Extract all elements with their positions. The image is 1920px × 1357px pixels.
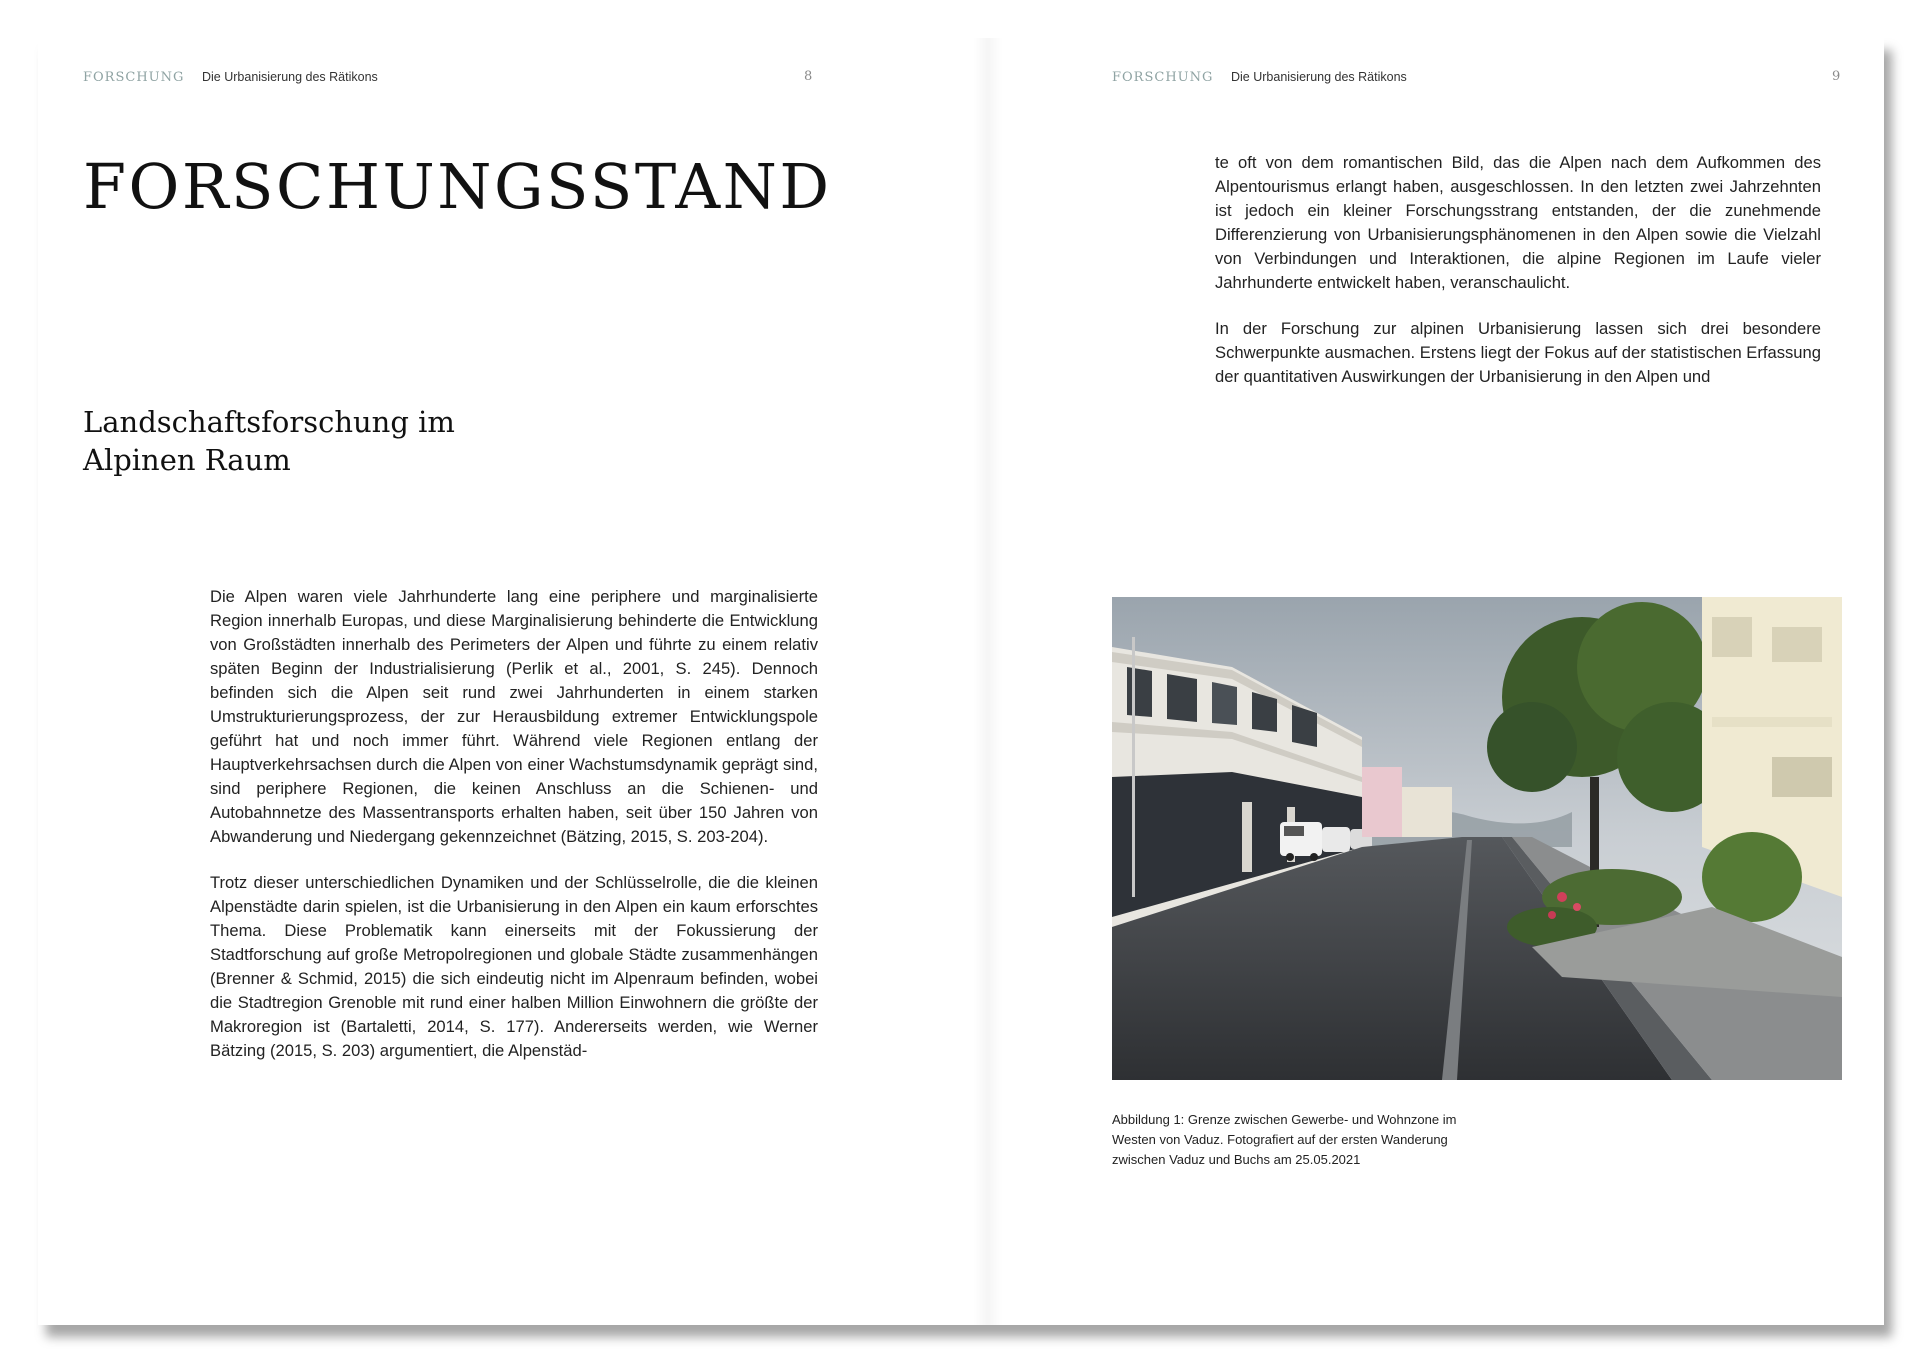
gutter	[973, 38, 1003, 1325]
page-number: 9	[1832, 69, 1841, 84]
figure-caption: Abbildung 1: Grenze zwischen Gewerbe- und Wohnzone im Westen von Vaduz. Fotografiert auf der ersten Wanderung zwischen Vaduz und Buchs am 25.05.2021	[1112, 1112, 1457, 1167]
header-section: FORSCHUNG	[83, 70, 185, 85]
chapter-title: FORSCHUNGSSTAND	[83, 150, 832, 223]
lamppost	[1132, 637, 1135, 897]
paragraph: Trotz dieser unterschiedlichen Dynamiken und der Schlüsselrolle, die die kleinen Alpenstädte darin spielen, ist die Urbanisierung in den Alpen ein kaum erforschtes Thema. Diese Problematik kann einerseits mit der Fokussierung der Stadtforschung auf große Metropolregionen und globale Städte zusammenhängen (Brenner & Schmid, 2015) die sich eindeutig nicht im Alpenraum befinden, wobei die Stadtregion Grenoble mit rund einer halben Million Einwohnern die größte der Makroregion ist (Bartaletti, 2014, S. 177). Andererseits werden, wie Werner Bätzing (2015, S. 203) argumentiert, die Alpenstäd-	[210, 873, 818, 1060]
body-text-right	[1215, 151, 1821, 411]
running-header	[1112, 69, 1407, 85]
running-header	[83, 69, 378, 85]
left-page	[38, 38, 958, 1325]
paragraph: Die Alpen waren viele Jahrhunderte lang eine periphere und marginalisierte Region innerhalb Europas, und diese Marginalisierung behinderte die Entwicklung von Großstädten innerhalb des Perimeters der Alpen und führte zu einem relativ späten Beginn der Industrialisierung (Perlik et al., 2001, S. 245). Dennoch befinden sich die Alpen seit rund zwei Jahrhunderten in einem starken Umstrukturierungsprozess, der zur Herausbildung extremer Entwicklungspole geführt hat und noch immer führt. Während viele Regionen entlang der Hauptverkehrsachsen durch die Alpen von einer Wachstumsdynamik geprägt sind, sind periphere Regionen, die keinen Anschluss an die Schienen- und Autobahnnetze des Massentransports erhalten haben, seit über 150 Jahren von Abwanderung und Niedergang gekennzeichnet (Bätzing, 2015, S. 203-204).	[210, 587, 818, 846]
paragraph: te oft von dem romantischen Bild, das die Alpen nach dem Aufkommen des Alpentourismus erlangt haben, ausgeschlossen. In den letzten zwei Jahrzehnten ist jedoch ein kleiner Forschungsstrang entstanden, der die zunehmende Differenzierung von Urbanisierungsphänomenen in den Alpen sowie die Vielzahl von Verbindungen und Interaktionen, die alpine Regionen im Laufe vieler Jahrhunderte entwickelt haben, veranschaulicht.	[1215, 153, 1821, 292]
book-spread	[38, 38, 1884, 1325]
pink-building	[1362, 767, 1402, 837]
page-number: 8	[804, 69, 813, 84]
street-photo	[1112, 597, 1842, 1080]
distant-house	[1402, 787, 1452, 837]
header-title: Die Urbanisierung des Rätikons	[202, 70, 378, 84]
right-page	[1018, 38, 1884, 1325]
body-text-left	[210, 585, 818, 1085]
header-title: Die Urbanisierung des Rätikons	[1231, 70, 1407, 84]
header-section: FORSCHUNG	[1112, 70, 1214, 85]
paragraph: In der Forschung zur alpinen Urbanisierung lassen sich drei besondere Schwerpunkte ausmachen. Erstens liegt der Fokus auf der statistischen Erfassung der quantitativen Auswirkungen der Urbanisierung in den Alpen und	[1215, 319, 1821, 386]
section-subtitle: Landschaftsforschung im Alpinen Raum	[83, 405, 455, 477]
